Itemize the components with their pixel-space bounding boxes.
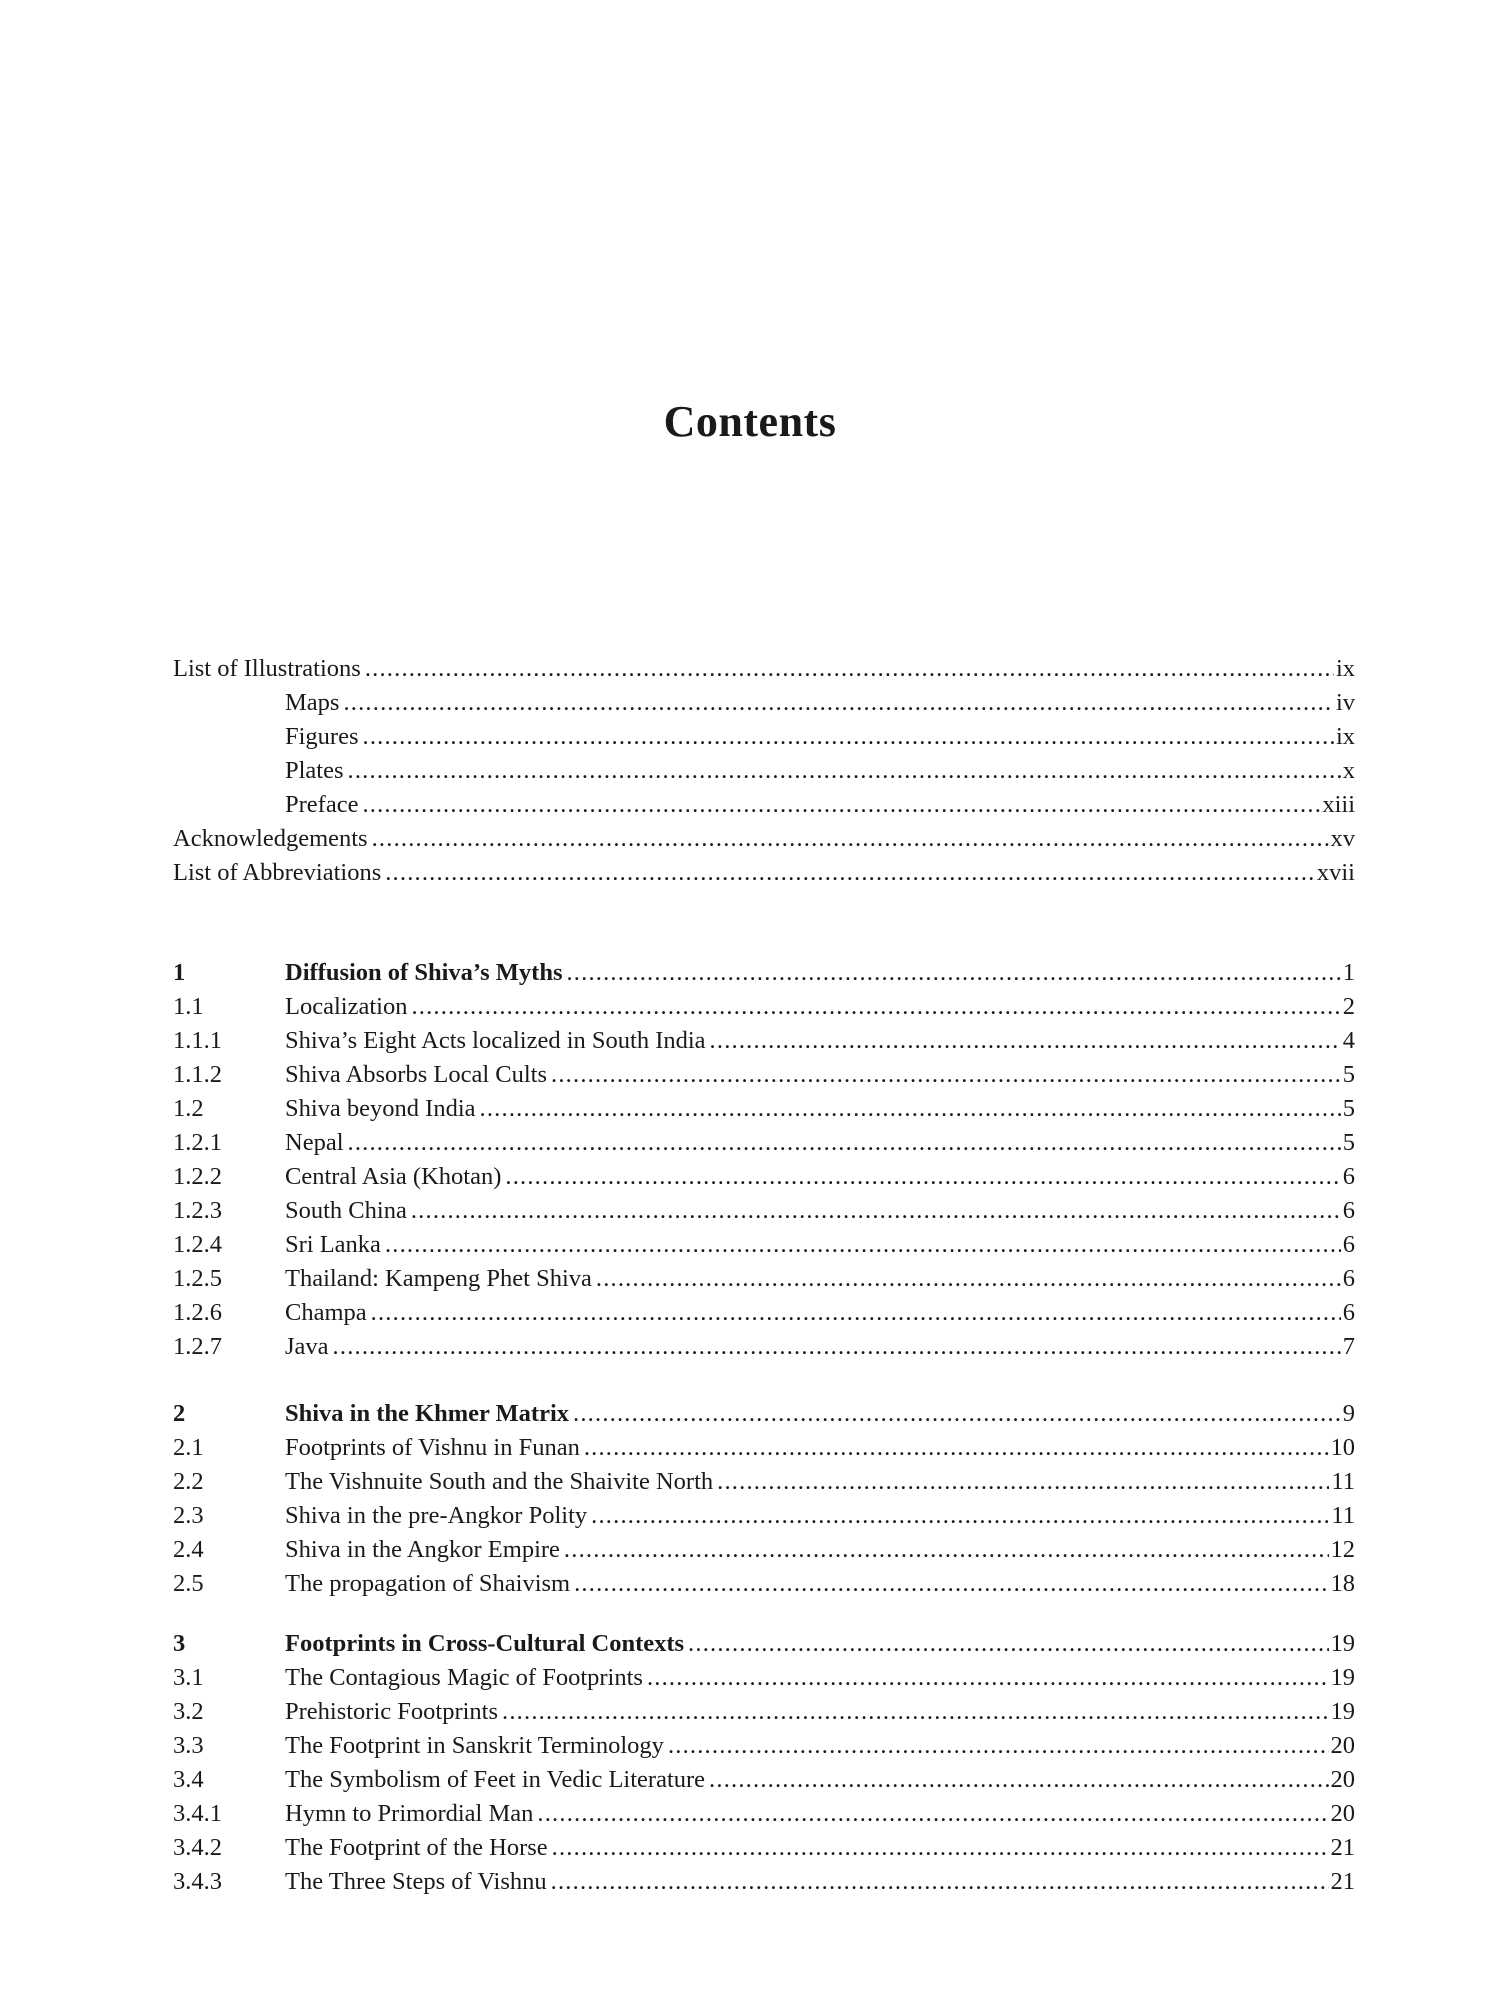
- section-entry[interactable]: [173, 1330, 1355, 1364]
- dot-leader: [647, 1661, 1329, 1695]
- dot-leader: [480, 1092, 1341, 1126]
- section-entry[interactable]: [173, 1092, 1355, 1126]
- section-page: 19: [1330, 1664, 1355, 1691]
- toc-entry-title: Maps: [285, 689, 340, 716]
- dot-leader: [551, 1058, 1341, 1092]
- section-entry[interactable]: [173, 1865, 1355, 1899]
- toc-entry[interactable]: [173, 822, 1355, 856]
- section-entry[interactable]: [173, 1058, 1355, 1092]
- section-page: 5: [1342, 1129, 1355, 1156]
- section-entry[interactable]: [173, 1194, 1355, 1228]
- section-title: Shiva’s Eight Acts localized in South India: [285, 1027, 706, 1054]
- section-title: The Footprint in Sanskrit Terminology: [285, 1732, 664, 1759]
- dot-leader: [710, 1024, 1341, 1058]
- toc-entry-page: ix: [1335, 655, 1355, 682]
- section-number: 3.4: [173, 1766, 204, 1793]
- section-title: The propagation of Shaivism: [285, 1570, 571, 1597]
- dot-leader: [688, 1627, 1328, 1661]
- section-number: 1.2.1: [173, 1129, 222, 1156]
- section-number: 1.1.2: [173, 1061, 222, 1088]
- toc-entry-title: Preface: [285, 791, 359, 818]
- section-title: Sri Lanka: [285, 1231, 381, 1258]
- dot-leader: [502, 1695, 1328, 1729]
- section-title: Shiva in the pre-Angkor Polity: [285, 1502, 588, 1529]
- section-entry[interactable]: [173, 1228, 1355, 1262]
- section-number: 2.2: [173, 1468, 204, 1495]
- toc-entry-title: List of Abbreviations: [173, 859, 382, 886]
- section-title: Java: [285, 1333, 329, 1360]
- section-number: 1.2: [173, 1095, 204, 1122]
- chapter-page: 9: [1342, 1400, 1355, 1427]
- section-entry[interactable]: [173, 1533, 1355, 1567]
- section-page: 21: [1330, 1834, 1355, 1861]
- chapter-number: 1: [173, 959, 186, 986]
- section-page: 18: [1330, 1570, 1355, 1597]
- section-entry[interactable]: [173, 990, 1355, 1024]
- dot-leader: [668, 1729, 1329, 1763]
- dot-leader: [551, 1865, 1329, 1899]
- dot-leader: [371, 1296, 1341, 1330]
- section-title: Localization: [285, 993, 408, 1020]
- dot-leader: [333, 1330, 1341, 1364]
- section-page: 11: [1331, 1502, 1355, 1529]
- section-entry[interactable]: [173, 1661, 1355, 1695]
- front-matter-list: [173, 652, 1355, 890]
- chapter-page: 19: [1330, 1630, 1355, 1657]
- dot-leader: [348, 1126, 1341, 1160]
- chapter-heading[interactable]: [173, 1627, 1355, 1661]
- section-entry[interactable]: [173, 1262, 1355, 1296]
- section-number: 3.3: [173, 1732, 204, 1759]
- section-number: 2.1: [173, 1434, 204, 1461]
- section-page: 20: [1330, 1766, 1355, 1793]
- dot-leader: [552, 1831, 1329, 1865]
- section-entry[interactable]: [173, 1729, 1355, 1763]
- section-title: Prehistoric Footprints: [285, 1698, 499, 1725]
- section-number: 3.4.2: [173, 1834, 222, 1861]
- toc-entry-title: List of Illustrations: [173, 655, 361, 682]
- section-title: Nepal: [285, 1129, 344, 1156]
- dot-leader: [566, 956, 1340, 990]
- section-page: 10: [1330, 1434, 1355, 1461]
- section-page: 5: [1342, 1095, 1355, 1122]
- section-entry[interactable]: [173, 1567, 1355, 1601]
- toc-entry-page: xvii: [1316, 859, 1355, 886]
- section-page: 12: [1330, 1536, 1355, 1563]
- section-entry[interactable]: [173, 1499, 1355, 1533]
- toc-entry-title: Plates: [285, 757, 344, 784]
- section-number: 2.5: [173, 1570, 204, 1597]
- section-page: 6: [1342, 1265, 1355, 1292]
- section-title: Central Asia (Khotan): [285, 1163, 502, 1190]
- section-number: 1.2.5: [173, 1265, 222, 1292]
- section-page: 11: [1331, 1468, 1355, 1495]
- dot-leader: [505, 1160, 1340, 1194]
- section-number: 1.2.3: [173, 1197, 222, 1224]
- section-page: 6: [1342, 1231, 1355, 1258]
- section-title: South China: [285, 1197, 407, 1224]
- chapter-2-section: [173, 1397, 1355, 1601]
- dot-leader: [385, 1228, 1341, 1262]
- section-number: 2.3: [173, 1502, 204, 1529]
- section-entry[interactable]: [173, 1831, 1355, 1865]
- dot-leader: [362, 788, 1320, 822]
- chapter-number: 3: [173, 1630, 186, 1657]
- chapter-1-section: [173, 956, 1355, 1364]
- toc-entry[interactable]: [173, 856, 1355, 890]
- section-title: The Vishnuite South and the Shaivite North: [285, 1468, 714, 1495]
- section-number: 3.1: [173, 1664, 204, 1691]
- toc-entry[interactable]: [173, 686, 1355, 720]
- toc-entry[interactable]: [173, 652, 1355, 686]
- section-entry[interactable]: [173, 1695, 1355, 1729]
- section-number: 1.1.1: [173, 1027, 222, 1054]
- section-title: The Footprint of the Horse: [285, 1834, 548, 1861]
- section-page: 6: [1342, 1163, 1355, 1190]
- dot-leader: [596, 1262, 1341, 1296]
- chapter-3-section: [173, 1627, 1355, 1899]
- chapter-title: Footprints in Cross-Cultural Contexts: [285, 1630, 685, 1657]
- section-page: 20: [1330, 1732, 1355, 1759]
- dot-leader: [385, 856, 1315, 890]
- dot-leader: [564, 1533, 1329, 1567]
- chapter-title: Diffusion of Shiva’s Myths: [285, 959, 563, 986]
- dot-leader: [363, 720, 1334, 754]
- section-number: 1.2.6: [173, 1299, 222, 1326]
- section-number: 3.2: [173, 1698, 204, 1725]
- section-title: Thailand: Kampeng Phet Shiva: [285, 1265, 592, 1292]
- toc-entry-title: Figures: [285, 723, 359, 750]
- toc-entry-page: xiii: [1322, 791, 1355, 818]
- section-page: 19: [1330, 1698, 1355, 1725]
- section-page: 2: [1342, 993, 1355, 1020]
- section-number: 1.2.2: [173, 1163, 222, 1190]
- toc-entry-title: Acknowledgements: [173, 825, 368, 852]
- section-entry[interactable]: [173, 1797, 1355, 1831]
- chapter-heading[interactable]: [173, 956, 1355, 990]
- section-page: 6: [1342, 1299, 1355, 1326]
- section-entry[interactable]: [173, 1296, 1355, 1330]
- section-page: 7: [1342, 1333, 1355, 1360]
- chapter-number: 2: [173, 1400, 186, 1427]
- dot-leader: [411, 990, 1340, 1024]
- section-title: Footprints of Vishnu in Funan: [285, 1434, 580, 1461]
- section-number: 3.4.1: [173, 1800, 222, 1827]
- section-number: 1.2.7: [173, 1333, 222, 1360]
- section-title: The Symbolism of Feet in Vedic Literature: [285, 1766, 706, 1793]
- section-title: Shiva Absorbs Local Cults: [285, 1061, 548, 1088]
- chapter-title: Shiva in the Khmer Matrix: [285, 1400, 570, 1427]
- dot-leader: [537, 1797, 1328, 1831]
- section-title: The Contagious Magic of Footprints: [285, 1664, 643, 1691]
- page-title: Contents: [663, 397, 837, 446]
- section-title: The Three Steps of Vishnu: [285, 1868, 547, 1895]
- section-page: 21: [1330, 1868, 1355, 1895]
- dot-leader: [591, 1499, 1329, 1533]
- section-entry[interactable]: [173, 1431, 1355, 1465]
- toc-entry[interactable]: [173, 720, 1355, 754]
- section-page: 20: [1330, 1800, 1355, 1827]
- toc-entry[interactable]: [173, 754, 1355, 788]
- section-page: 5: [1342, 1061, 1355, 1088]
- section-page: 4: [1342, 1027, 1355, 1054]
- dot-leader: [411, 1194, 1341, 1228]
- section-entry[interactable]: [173, 1024, 1355, 1058]
- toc-entry-page: x: [1342, 757, 1355, 784]
- dot-leader: [365, 652, 1334, 686]
- section-number: 2.4: [173, 1536, 204, 1563]
- dot-leader: [709, 1763, 1328, 1797]
- dot-leader: [584, 1431, 1329, 1465]
- dot-leader: [574, 1567, 1328, 1601]
- toc-entry-page: xv: [1330, 825, 1355, 852]
- chapter-heading[interactable]: [173, 1397, 1355, 1431]
- chapter-page: 1: [1342, 959, 1355, 986]
- section-entry[interactable]: [173, 1160, 1355, 1194]
- section-entry[interactable]: [173, 1126, 1355, 1160]
- section-entry[interactable]: [173, 1465, 1355, 1499]
- section-page: 6: [1342, 1197, 1355, 1224]
- toc-entry-page: ix: [1335, 723, 1355, 750]
- dot-leader: [717, 1465, 1329, 1499]
- section-number: 1.2.4: [173, 1231, 222, 1258]
- section-number: 1.1: [173, 993, 204, 1020]
- dot-leader: [372, 822, 1329, 856]
- section-number: 3.4.3: [173, 1868, 222, 1895]
- section-title: Shiva beyond India: [285, 1095, 476, 1122]
- dot-leader: [573, 1397, 1341, 1431]
- section-title: Shiva in the Angkor Empire: [285, 1536, 560, 1563]
- section-entry[interactable]: [173, 1763, 1355, 1797]
- dot-leader: [348, 754, 1341, 788]
- toc-entry-page: iv: [1335, 689, 1355, 716]
- dot-leader: [343, 686, 1333, 720]
- toc-entry[interactable]: [173, 788, 1355, 822]
- section-title: Champa: [285, 1299, 367, 1326]
- section-title: Hymn to Primordial Man: [285, 1800, 534, 1827]
